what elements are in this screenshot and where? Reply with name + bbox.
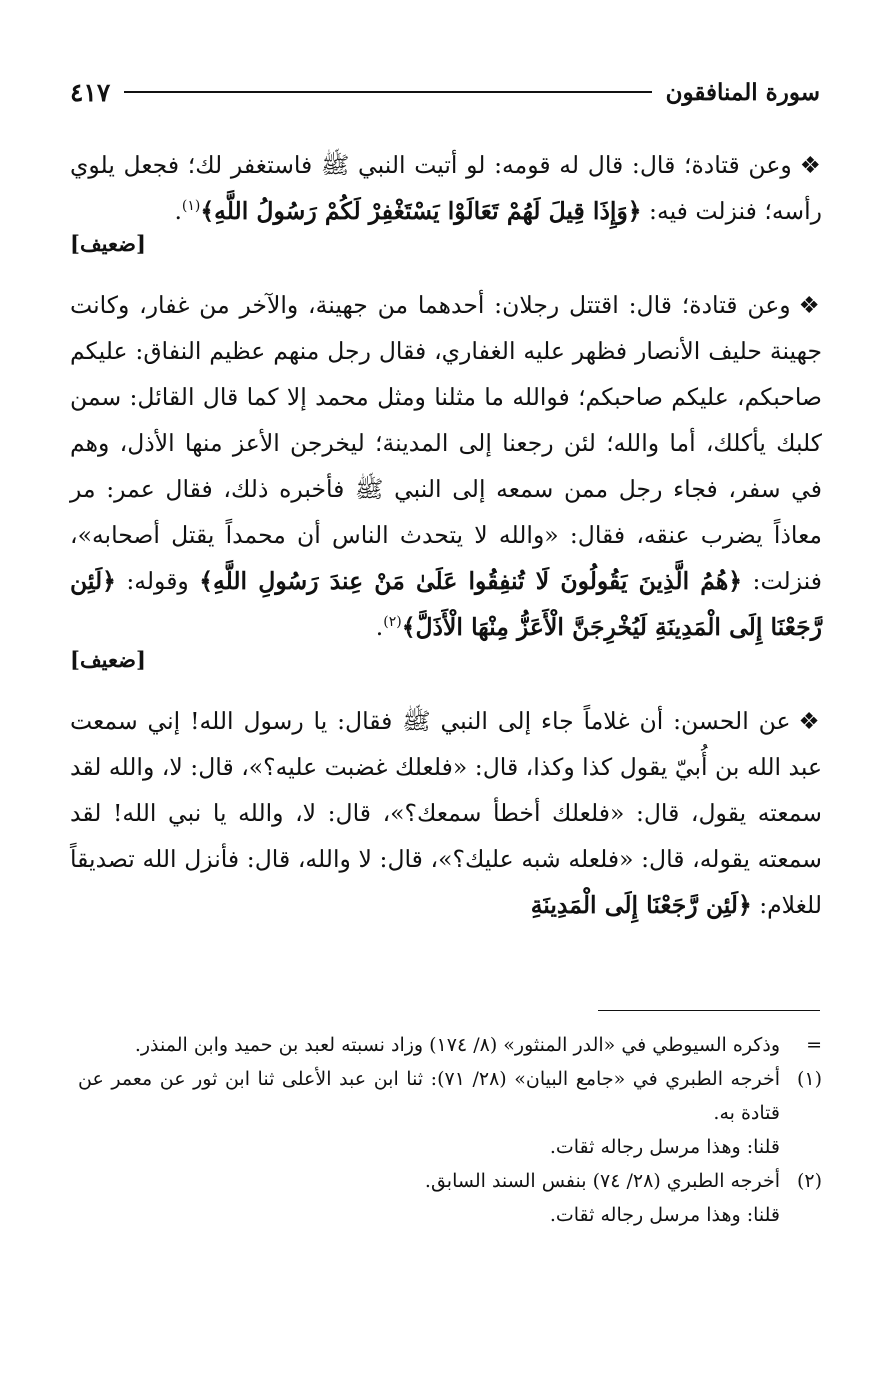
entry-prose: وعن قتادة؛ قال: قال له قومه: لو أتيت النبي ﷺ فاستغفر لك؛ فجعل يلوي رأسه؛ فنزلت فيه: [70,151,822,225]
footnotes [78,1028,822,1232]
entry-text [70,142,822,234]
header-rule [124,91,651,93]
footnote-marker [780,1130,822,1164]
footnote-marker: = [806,1034,822,1056]
footnote-text: أخرجه الطبري (٢٨/ ٧٤) بنفس السند السابق. [424,1170,780,1192]
grade-badge: [ضعيف] [70,647,146,672]
quran-verse-2: ﴿لَئِن رَّجَعْنَا إِلَى الْمَدِينَةِ لَيُخْرِجَنَّ الْأَعَزُّ مِنْهَا الْأَذَلَّ﴾ [70,567,822,641]
footnote-1-note [78,1130,822,1164]
footnote-marker [780,1198,822,1232]
footnote-ref: (٢) [383,614,402,631]
footnote-separator [598,1010,820,1011]
entry-prose: عن الحسن: أن غلاماً جاء إلى النبي ﷺ فقال: يا رسول الله! إني سمعت عبد الله بن أُبيّ يقول كذا وكذا، قال: «فلعلك غضبت عليه؟»، قال: لا، والله لقد سمعته يقول، قال: «فلعلك أخطأ سمعك؟»، قال: لا، والله يا نبي الله! لقد سمعته يقوله، قال: «فلعله شبه عليك؟»، قال: لا والله، قال: فأنزل الله تصديقاً للغلام: [70,707,822,919]
entry-prose-mid: وقوله: [115,567,200,595]
footnote-ref: (١) [181,198,201,215]
footnote-1 [78,1062,822,1130]
footnote-marker: (١) [796,1068,822,1090]
footnote-text: وذكره السيوطي في «الدر المنثور» (٨/ ١٧٤) وزاد نسبته لعبد بن حميد وابن المنذر. [134,1034,780,1056]
entry-3 [70,698,822,928]
bullet-icon: ❖ [798,707,822,735]
entry-prose-end: . [375,613,384,641]
main-text [70,142,822,948]
bullet-icon: ❖ [799,151,822,179]
bullet-icon: ❖ [798,291,822,319]
entry-text [70,282,822,650]
grade-badge: [ضعيف] [70,231,146,256]
entry-prose: وعن قتادة؛ قال: اقتتل رجلان: أحدهما من جهينة، والآخر من غفار، وكانت جهينة حليف الأنصار فظهر عليه الغفاري، فقال رجل منهم عظيم النفاق: عليكم صاحبكم، عليكم صاحبكم؛ فوالله ما مثلنا ومثل محمد إلا كما قال القائل: سمن كلبك يأكلك، أما والله؛ لئن رجعنا إلى المدينة؛ ليخرجن الأعز منها الأذل، وهم في سفر، فجاء رجل ممن سمعه إلى النبي ﷺ فأخبره ذلك، فقال عمر: مر معاذاً يضرب عنقه، فقال: «والله لا يتحدث الناس أن محمداً يقتل أصحابه»، فنزلت: [70,291,822,595]
quran-verse: ﴿هُمُ الَّذِينَ يَقُولُونَ لَا تُنفِقُوا عَلَىٰ مَنْ عِندَ رَسُولِ اللَّهِ﴾ [199,567,743,595]
entry-text [70,698,822,928]
footnote-2-note [78,1198,822,1232]
footnote-marker: (٢) [796,1170,822,1192]
entry-1 [70,142,822,262]
quran-verse: ﴿لَئِن رَّجَعْنَا إِلَى الْمَدِينَةِ [530,891,752,919]
footnote-2 [78,1164,822,1198]
entry-prose-end: . [174,197,182,225]
quran-verse: ﴿وَإِذَا قِيلَ لَهُمْ تَعَالَوْا يَسْتَغْفِرْ لَكُمْ رَسُولُ اللَّهِ﴾ [200,197,642,225]
surah-title: سورة المنافقون [665,78,820,106]
running-header [70,72,820,112]
page-number: ٤١٧ [70,77,111,107]
footnote-continued [78,1028,822,1062]
footnote-text: قلنا: وهذا مرسل رجاله ثقات. [549,1204,780,1226]
entry-2 [70,282,822,678]
footnote-text: أخرجه الطبري في «جامع البيان» (٢٨/ ٧١): ثنا ابن عبد الأعلى ثنا ابن ثور عن معمر عن قتادة به. [78,1068,780,1124]
footnote-text: قلنا: وهذا مرسل رجاله ثقات. [549,1136,780,1158]
